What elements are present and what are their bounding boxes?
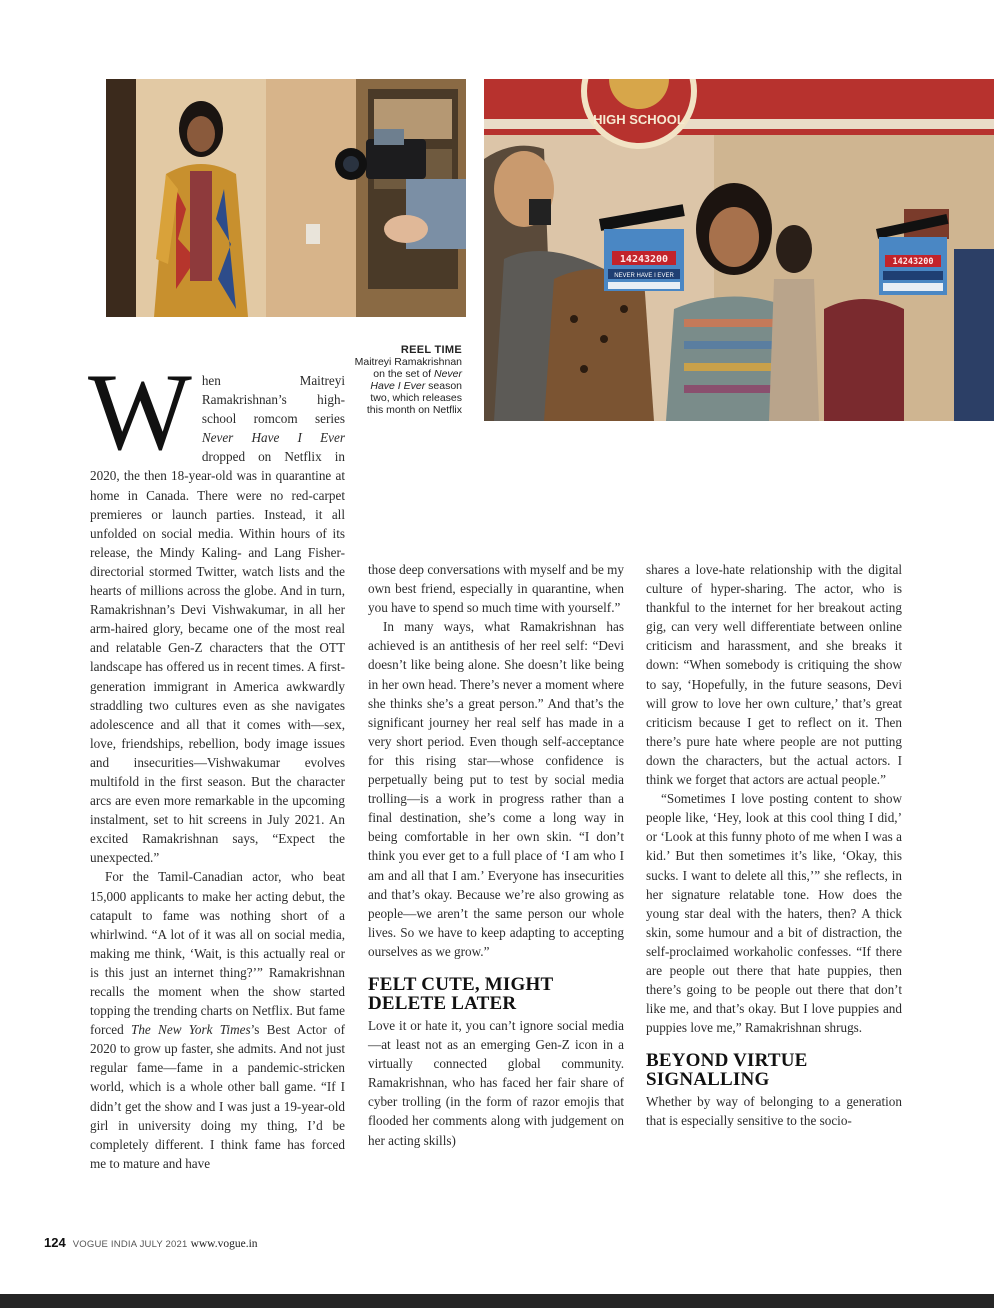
article-paragraph: Love it or hate it, you can’t ignore social media—at least not as an emerging Gen-Z icon in a virtually connected global community. Ramakrishnan, who has faced her fair share of cyber trolling (in the form of razor emojis that flooded her comments along with judgement on her acting skills)	[368, 1017, 624, 1148]
page-number: 124	[44, 1235, 66, 1250]
article-paragraph: “Sometimes I love posting content to show people like, ‘Hey, look at this cool thing I did,’ or ‘Look at this funny photo of me when I was a kid.’ But then sometimes it’s like, ‘Okay, this sucks. I want to delete all this,’” she reflects, in her signature relatable tone. How does the young star deal with the haters, then? A thick skin, some humour and a bit of distraction, the self-proclaimed workaholic confesses. “If there are people out there that hate puppies, then there’s going to be people out there that don’t like me, and that’s okay. But I love puppies and puppies love me,” Ramakrishnan shrugs.	[646, 791, 902, 1036]
article-paragraph: In many ways, what Ramakrishnan has achieved is an antithesis of her reel self: “Devi doesn’t like being alone. She doesn’t like being in her own head. There’s never a moment where she thinks she’s a great person.” And that’s the significant journey her real self has made in a very short period. Even though self-acceptance for this rising star—whose confidence is perpetually being put to test by social media trolling—is a work in progress rather than a final destination, she’s come a long way in being comfortable in her own skin. “I don’t think you ever get to a full place of ‘I am who I am and all that I am.’ Everyone has insecurities and that’s okay. Because we’re also growing as people—we aren’t the same person our whole lives. So we have to keep adapting to accepting ourselves as we grow.”	[368, 619, 624, 959]
article-paragraph: those deep conversations with myself and be my own best friend, especially in quarantine, when you have to spend so much time with yourself.”	[368, 562, 624, 616]
article-paragraph: Whether by way of belonging to a generation that is especially sensitive to the socio-	[646, 1094, 902, 1129]
caption-line1: Maitreyi Ramakrishnan on the set of	[354, 356, 462, 380]
photo-set-clapperboards	[484, 79, 994, 421]
article-paragraph: When Maitreyi Ramakrishnan’s high-school romcom series Never Have I Ever dropped on Netflix in 2020, the then 18-year-old was in quarantine at home in Canada. There were no red-carpet premieres or launch parties. Instead, it all unfolded on social media. Within hours of its release, the Mindy Kaling- and Lang Fisher-directorial stormed Twitter, watch lists and the hearts of millions across the globe. And in turn, Ramakrishnan’s Devi Vishwakumar, in all her arm-haired glory, became one of the most real and relatable Gen-Z characters that the OTT landscape has offered us in recent times. A first-generation immigrant in America awkwardly straddling two cultures even as she navigates adolescence and all that it comes with—sex, love, friendships, rebellion, body image issues and insecurities—Vishwakumar evolves multifold in the first season. But the character arcs are even more remarkable in the upcoming instalment, set to hit screens in July 2021. An excited Ramakrishnan says, “Expect the unexpected.”	[88, 351, 345, 866]
article-paragraph: shares a love-hate relationship with the digital culture of hyper-sharing. The actor, who is thankful to the internet for her breakout acting gig, can very well differentiate between online criticism and harassment, and she breaks it down: “When somebody is critiquing the show to say, ‘Hopefully, in the future seasons, Devi will grow to love her own culture,’ that’s great criticism because I get to reflect on it. Then there’s pure hate where people are not putting down the characters, but the actual actors. I think we forget that actors are actual people.”	[646, 562, 902, 788]
svg-text:NEVER HAVE I EVER: NEVER HAVE I EVER	[614, 273, 674, 279]
emblem-text: HIGH SCHOOL	[593, 112, 685, 127]
section-heading: FELT CUTE, MIGHT DELETE LATER	[368, 973, 553, 1014]
website-link[interactable]: www.vogue.in	[190, 1238, 258, 1250]
svg-text:14243200: 14243200	[892, 257, 934, 267]
show-title: Never Have I Ever	[201, 430, 345, 446]
photo-caption	[352, 344, 462, 416]
article-column-3	[646, 560, 902, 1131]
bottom-bar	[0, 1294, 994, 1308]
article-column-2	[368, 560, 624, 1150]
caption-title: REEL TIME	[400, 344, 462, 356]
publication-name: The New York Times	[130, 1022, 251, 1038]
caption-line2: season two, which releases this month on Netflix	[366, 380, 462, 416]
svg-text:14243200: 14243200	[619, 254, 669, 265]
magazine-issue: VOGUE INDIA JULY 2021	[72, 1239, 188, 1250]
drop-cap: W	[88, 351, 192, 473]
caption-show-title: Never Have I Ever	[370, 368, 462, 392]
article-column-1	[88, 351, 345, 1173]
clapperboard-left	[599, 204, 685, 291]
photo-actor-with-camera	[106, 79, 466, 317]
article-paragraph: For the Tamil-Canadian actor, who beat 15,000 applicants to make her acting debut, the catapult to fame was nothing short of a whirlwind. “A lot of it was all on social media, making me think, ‘Wait, is this actually real or is this just an internet thing?’” Ramakrishnan recalls the moment when the show started topping the trending charts on Netflix. But fame forced The New York Times’s Best Actor of 2020 to grow up faster, she admits. And not just regular fame—fame in a pandemic-stricken world, which is a whole other ball game. “If I didn’t get the show and I was just a 19-year-old girl in university doing my thing, I’d be completely different. I think fame has forced me to mature and have	[90, 869, 345, 1171]
section-heading: BEYOND VIRTUE SIGNALLING	[646, 1050, 808, 1091]
page-footer	[44, 1235, 258, 1250]
